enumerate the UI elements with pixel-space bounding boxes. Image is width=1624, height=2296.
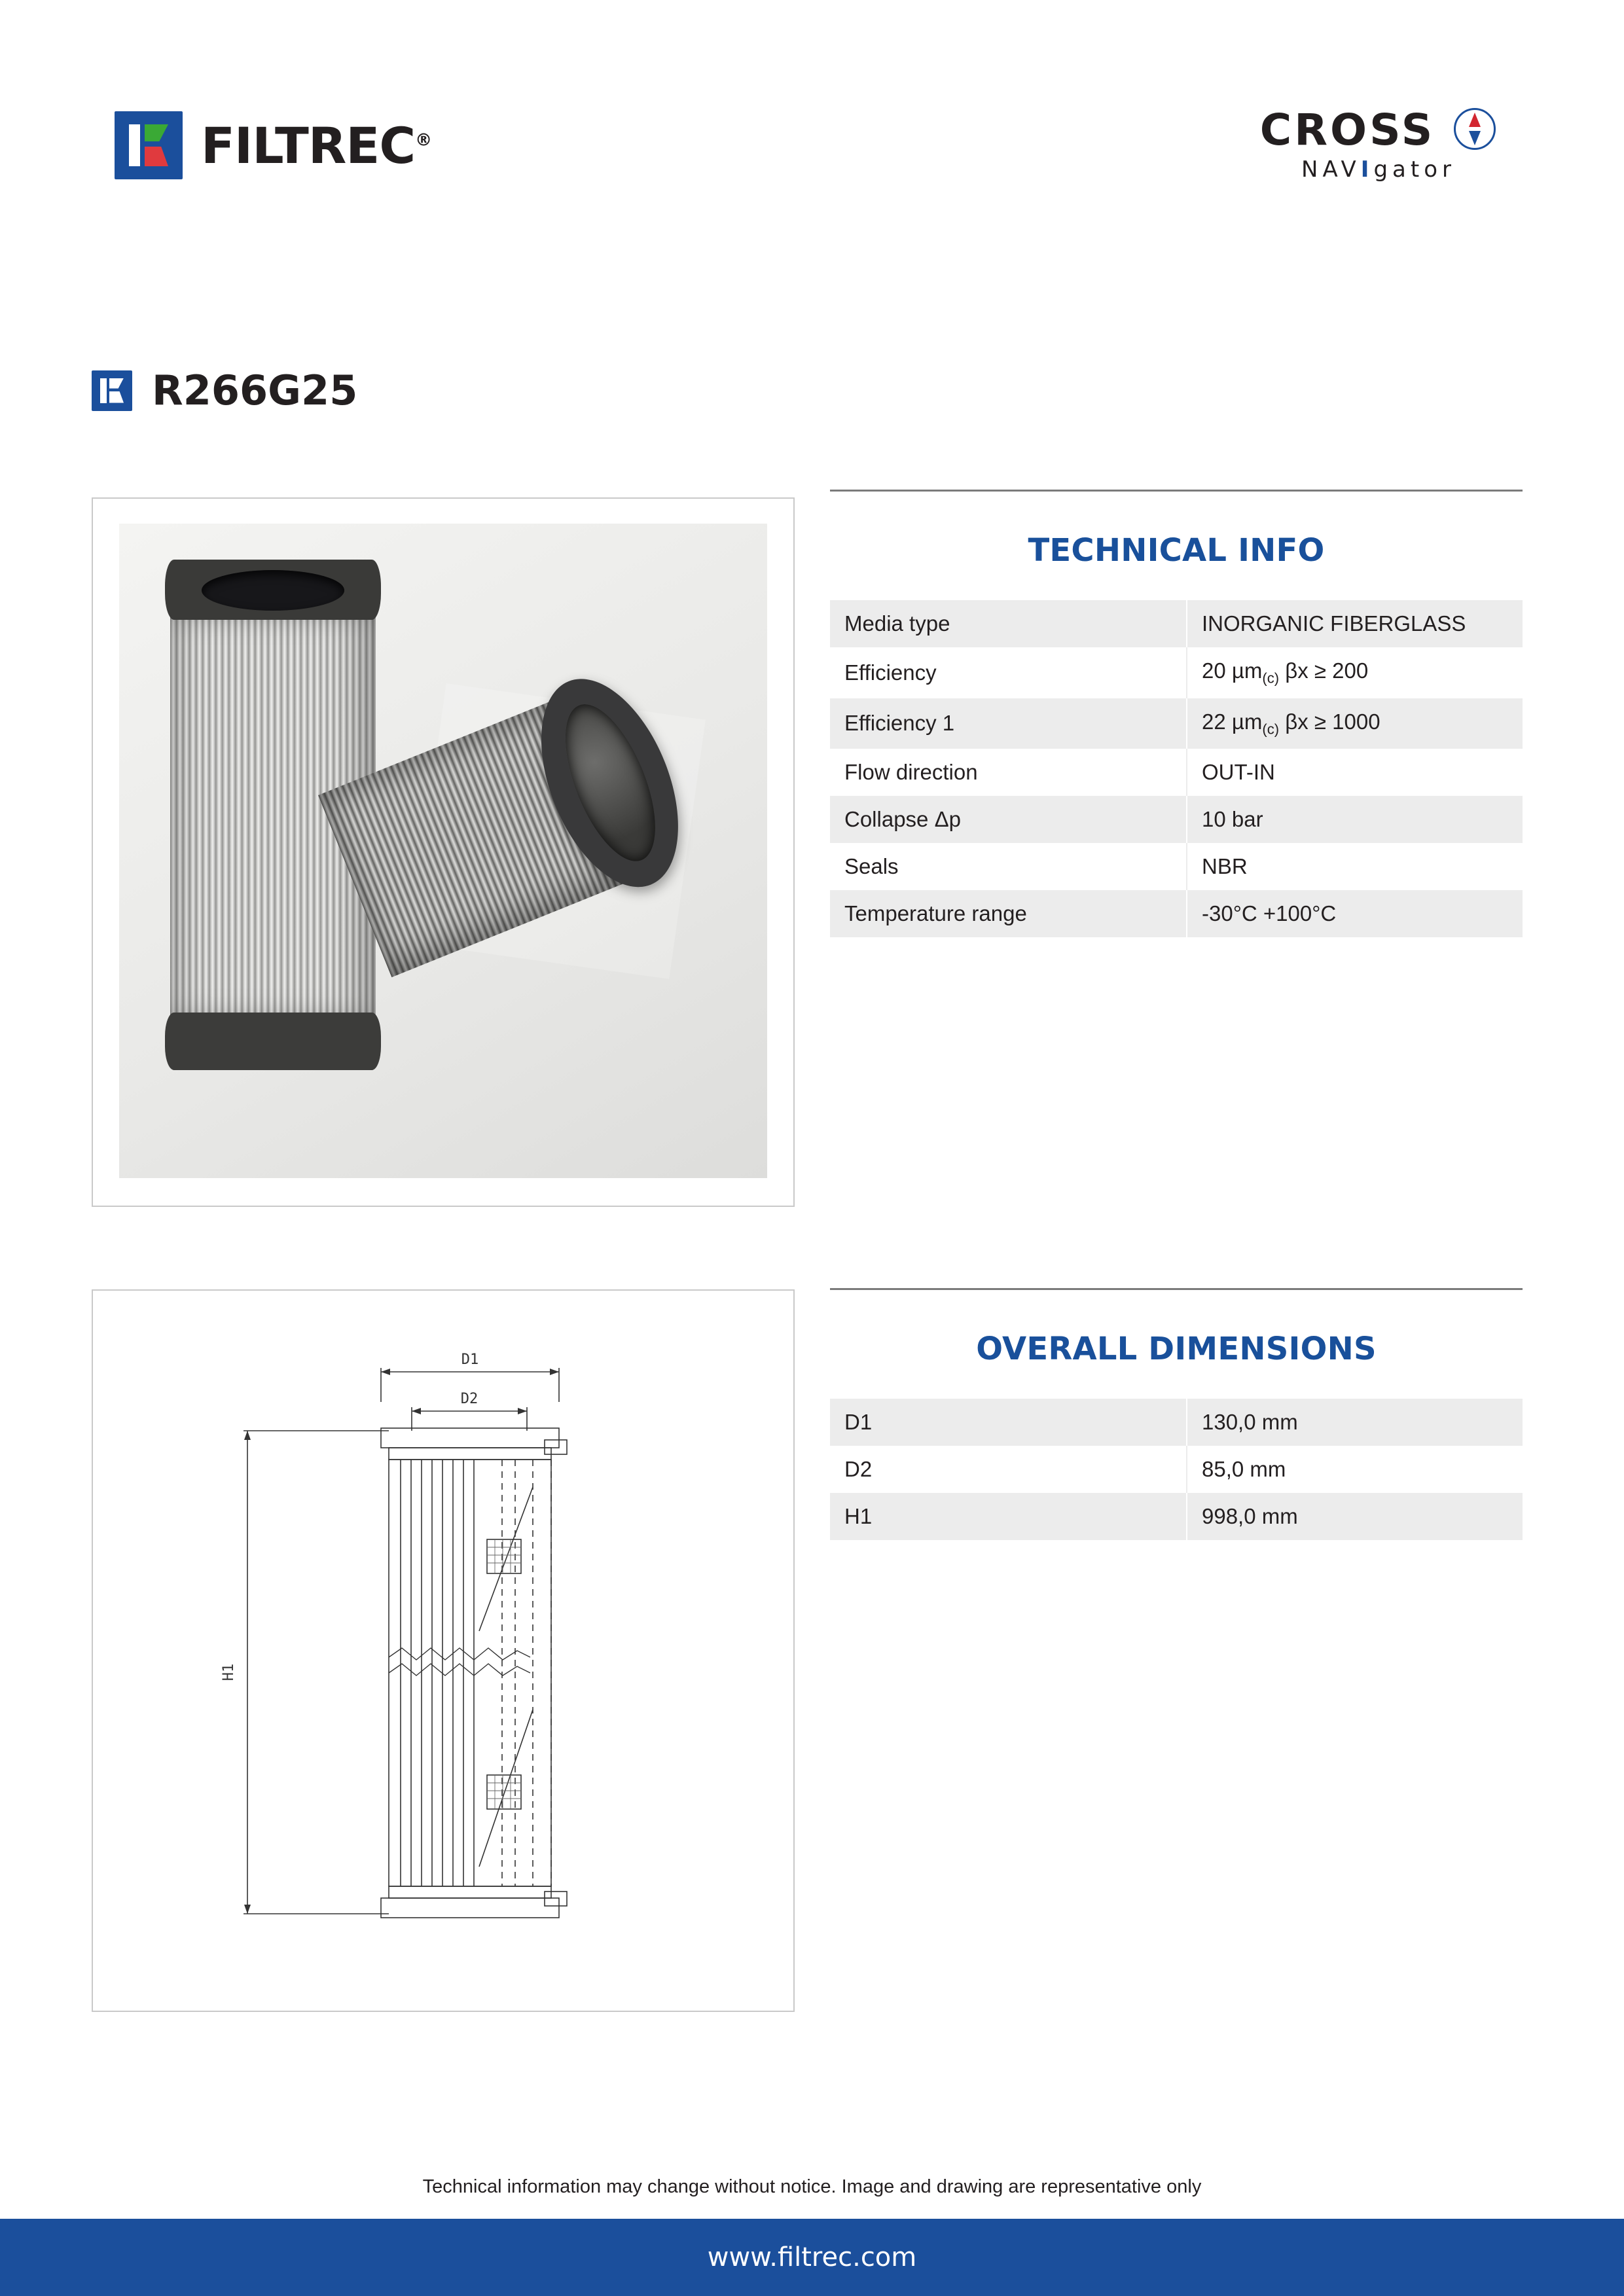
row-key: H1 (830, 1493, 1187, 1540)
overall-dimensions-section (830, 1288, 1523, 1540)
cross-navigator-subtitle: NAVIgator (1301, 156, 1456, 183)
row-key: Seals (830, 843, 1187, 890)
row-value: 85,0 mm (1187, 1446, 1523, 1493)
table-row (830, 843, 1523, 890)
footer-bar (0, 2219, 1624, 2296)
registered-mark: ® (415, 130, 432, 151)
table-row (830, 1446, 1523, 1493)
overall-dimensions-title: OVERALL DIMENSIONS (976, 1331, 1377, 1367)
table-row (830, 647, 1523, 698)
cross-navigator-logo (1248, 105, 1509, 183)
table-row (830, 600, 1523, 647)
technical-info-title: TECHNICAL INFO (1028, 532, 1325, 569)
table-row (830, 796, 1523, 843)
drawing-label-d2: D2 (460, 1391, 478, 1407)
table-row (830, 698, 1523, 749)
compass-icon (1454, 108, 1496, 150)
row-value: NBR (1187, 843, 1523, 890)
row-key: Media type (830, 600, 1187, 647)
product-code: R266G25 (152, 367, 358, 414)
table-row (830, 749, 1523, 796)
technical-drawing (93, 1291, 791, 2008)
row-value: -30°C +100°C (1187, 890, 1523, 937)
row-value: OUT-IN (1187, 749, 1523, 796)
row-value: 10 bar (1187, 796, 1523, 843)
page-header (0, 98, 1624, 262)
website-link[interactable]: www.filtrec.com (707, 2242, 917, 2272)
row-key: D1 (830, 1399, 1187, 1446)
filtrec-logo (115, 111, 431, 179)
row-key: Temperature range (830, 890, 1187, 937)
product-photo (119, 524, 767, 1178)
row-key: Efficiency 1 (830, 698, 1187, 749)
cross-navigator-title: CROSS (1260, 105, 1497, 155)
row-value: 998,0 mm (1187, 1493, 1523, 1540)
brand-name: FILTREC® (201, 116, 432, 175)
overall-dimensions-table (830, 1399, 1523, 1540)
row-value: 22 µm$_{(c)}$ βx ≥ 1000 (1187, 698, 1523, 749)
drawing-label-h1: H1 (221, 1663, 237, 1681)
row-value: 20 µm$_{(c)}$ βx ≥ 200 (1187, 647, 1523, 698)
row-key: Efficiency (830, 647, 1187, 698)
row-key: Collapse Δp (830, 796, 1187, 843)
table-row (830, 890, 1523, 937)
section-divider (830, 490, 1523, 492)
row-value: 130,0 mm (1187, 1399, 1523, 1446)
row-key: Flow direction (830, 749, 1187, 796)
filtrec-logo-icon (115, 111, 183, 179)
section-divider (830, 1288, 1523, 1290)
page-title (92, 367, 357, 414)
technical-drawing-panel (92, 1289, 795, 2012)
table-row (830, 1399, 1523, 1446)
disclaimer-text: Technical information may change without notice. Image and drawing are representative only (422, 2176, 1202, 2197)
drawing-label-d1: D1 (461, 1352, 479, 1368)
technical-info-table (830, 600, 1523, 937)
row-value: INORGANIC FIBERGLASS (1187, 600, 1523, 647)
technical-info-section (830, 490, 1523, 937)
product-photo-panel (92, 497, 795, 1207)
filtrec-mark-icon (92, 370, 132, 411)
table-row (830, 1493, 1523, 1540)
row-key: D2 (830, 1446, 1187, 1493)
